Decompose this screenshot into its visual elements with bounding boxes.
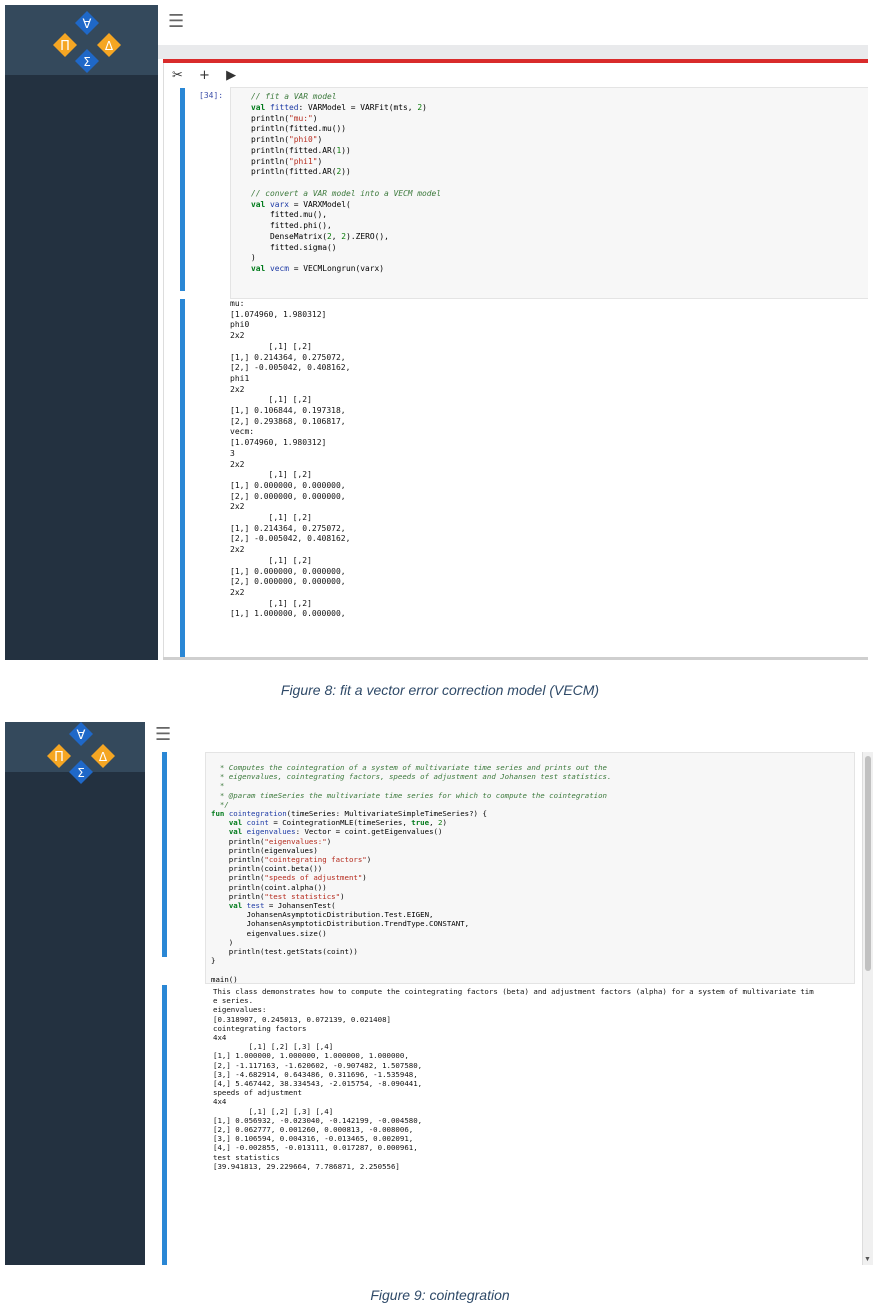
app-logo — [41, 722, 121, 784]
logo-letter-delta: Δ — [98, 750, 108, 764]
cell-selected-indicator — [162, 752, 167, 957]
app-logo — [47, 9, 127, 73]
code-editor[interactable]: // fit a VAR model val fitted: VARModel = VARFit(mts, 2) println("mu:") println(fitted.mu()) println("phi0") println(fitted.AR(1)) println("phi1") println(fitted.AR(2)) // convert a VAR model into a VECM model val varx = VARXModel( fitted.mu(), fitted.phi(), DenseMatrix(2, 2).ZERO(), fitted.sigma() ) val vecm = VECMLongrun(varx) — [251, 92, 442, 273]
cell-output — [213, 987, 814, 1171]
top-bar — [145, 722, 873, 752]
code-cell[interactable] — [230, 87, 868, 299]
logo-band — [5, 722, 145, 780]
figure9-caption: Figure 9: cointegration — [370, 1287, 510, 1303]
output-indicator — [162, 985, 167, 1265]
code-cell[interactable] — [205, 752, 855, 984]
screenshot-figure8 — [5, 5, 868, 660]
cell-prompt: [34]: — [199, 91, 224, 100]
scroll-down-icon[interactable]: ▼ — [864, 1256, 871, 1263]
output-indicator — [180, 299, 185, 659]
sidebar — [5, 5, 158, 660]
run-icon[interactable]: ▶ — [226, 68, 237, 83]
output-text: This class demonstrates how to compute the cointegrating factors (beta) and adjustment factors (alpha) for a system of multivariate tim e series. eigenvalues: [0.318907, 0.245013, 0.072139, 0.021408] cointegrating factors 4x4 [,1] [,2] [,3] [,4] [1,] 1.000000, 1.000000, 1.000000, 1.000000, [2,] -1.117163, -1.620602, -0.907482, 1.507580, [3,] -4.682914, 0.643486, 0.311696, -1.535948, [4,] 5.467442, 38.334543, -2.015754, -8.090441, speeds of adjustment 4x4 [,1] [,2] [,3] [,4] [1,] 0.056932, -0.023040, -0.142199, -0.004580, [2,] 0.062777, 0.001260, 0.000813, -0.008006, [3,] 0.106594, 0.004316, -0.013465, 0.002091, [4,] -0.002855, -0.013111, 0.017287, 0.000961, test statistics [39.941813, 29.229664, 7.786871, 2.250556] — [213, 987, 814, 1171]
screenshot-figure9 — [5, 722, 873, 1265]
cut-icon[interactable]: ✂ — [172, 68, 183, 83]
cell-toolbar — [172, 68, 248, 83]
menu-icon[interactable]: ☰ — [168, 11, 185, 32]
logo-letter-pi: Π — [54, 750, 64, 765]
menu-icon[interactable]: ☰ — [155, 724, 172, 745]
add-icon[interactable]: + — [199, 68, 210, 83]
top-bar — [158, 5, 868, 45]
header-band — [158, 45, 868, 59]
notebook-area — [163, 63, 868, 660]
bottom-border — [163, 657, 868, 660]
logo-band — [5, 5, 158, 75]
cell-selected-indicator — [180, 88, 185, 291]
logo-letter-delta: Δ — [104, 39, 114, 53]
vertical-scrollbar[interactable] — [862, 752, 873, 1265]
scrollbar-thumb[interactable] — [865, 756, 871, 971]
notebook-area — [150, 752, 863, 1265]
output-text: mu: [1.074960, 1.980312] phi0 2x2 [,1] [,2] [1,] 0.214364, 0.275072, [2,] -0.005042, 0.408162, phi1 2x2 [,1] [,2] [1,] 0.106844, 0.197318, [2,] 0.293868, 0.106817, vecm: [1.074960, 1.980312] 3 2x2 [,1] [,2] [1,] 0.000000, 0.000000, [2,] 0.000000, 0.000000, 2x2 [,1] [,2] [1,] 0.214364, 0.275072, [2,] -0.005042, 0.408162, 2x2 [,1] [,2] [1,] 0.000000, 0.000000, [2,] 0.000000, 0.000000, 2x2 [,1] [,2] [1,] 1.000000, 0.000000, — [230, 299, 351, 619]
figure8-caption: Figure 8: fit a vector error correction model (VECM) — [280, 682, 600, 698]
code-editor[interactable]: * Computes the cointegration of a system of multivariate time series and prints out the * eigenvalues, cointegrating factors, speeds of adjustment and Johansen test statistics. * * @param timeSeries the multivariate time series for which to compute the cointegration */ fun cointegration(timeSeries: MultivariateSimpleTimeSeries?) { val coint = CointegrationMLE(timeSeries, true, 2) val eigenvalues: Vector = coint.getEigenvalues() println("eigenvalues:") println(eigenvalues) println("cointegrating factors") println(coint.beta()) println("speeds of adjustment") println(coint.alpha()) println("test statistics") val test = JohansenTest( JohansenAsymptoticDistribution.Test.EIGEN, JohansenAsymptoticDistribution.TrendType.CONSTANT, eigenvalues.size() ) println(test.getStats(coint)) } main() — [211, 763, 612, 984]
logo-letter-sigma: Σ — [83, 55, 91, 69]
cell-output — [230, 299, 350, 620]
sidebar — [5, 722, 145, 1265]
logo-letter-sigma: Σ — [77, 766, 85, 780]
logo-letter-forall: ∀ — [82, 17, 92, 32]
logo-letter-forall: ∀ — [76, 728, 86, 743]
logo-letter-pi: Π — [60, 39, 70, 54]
